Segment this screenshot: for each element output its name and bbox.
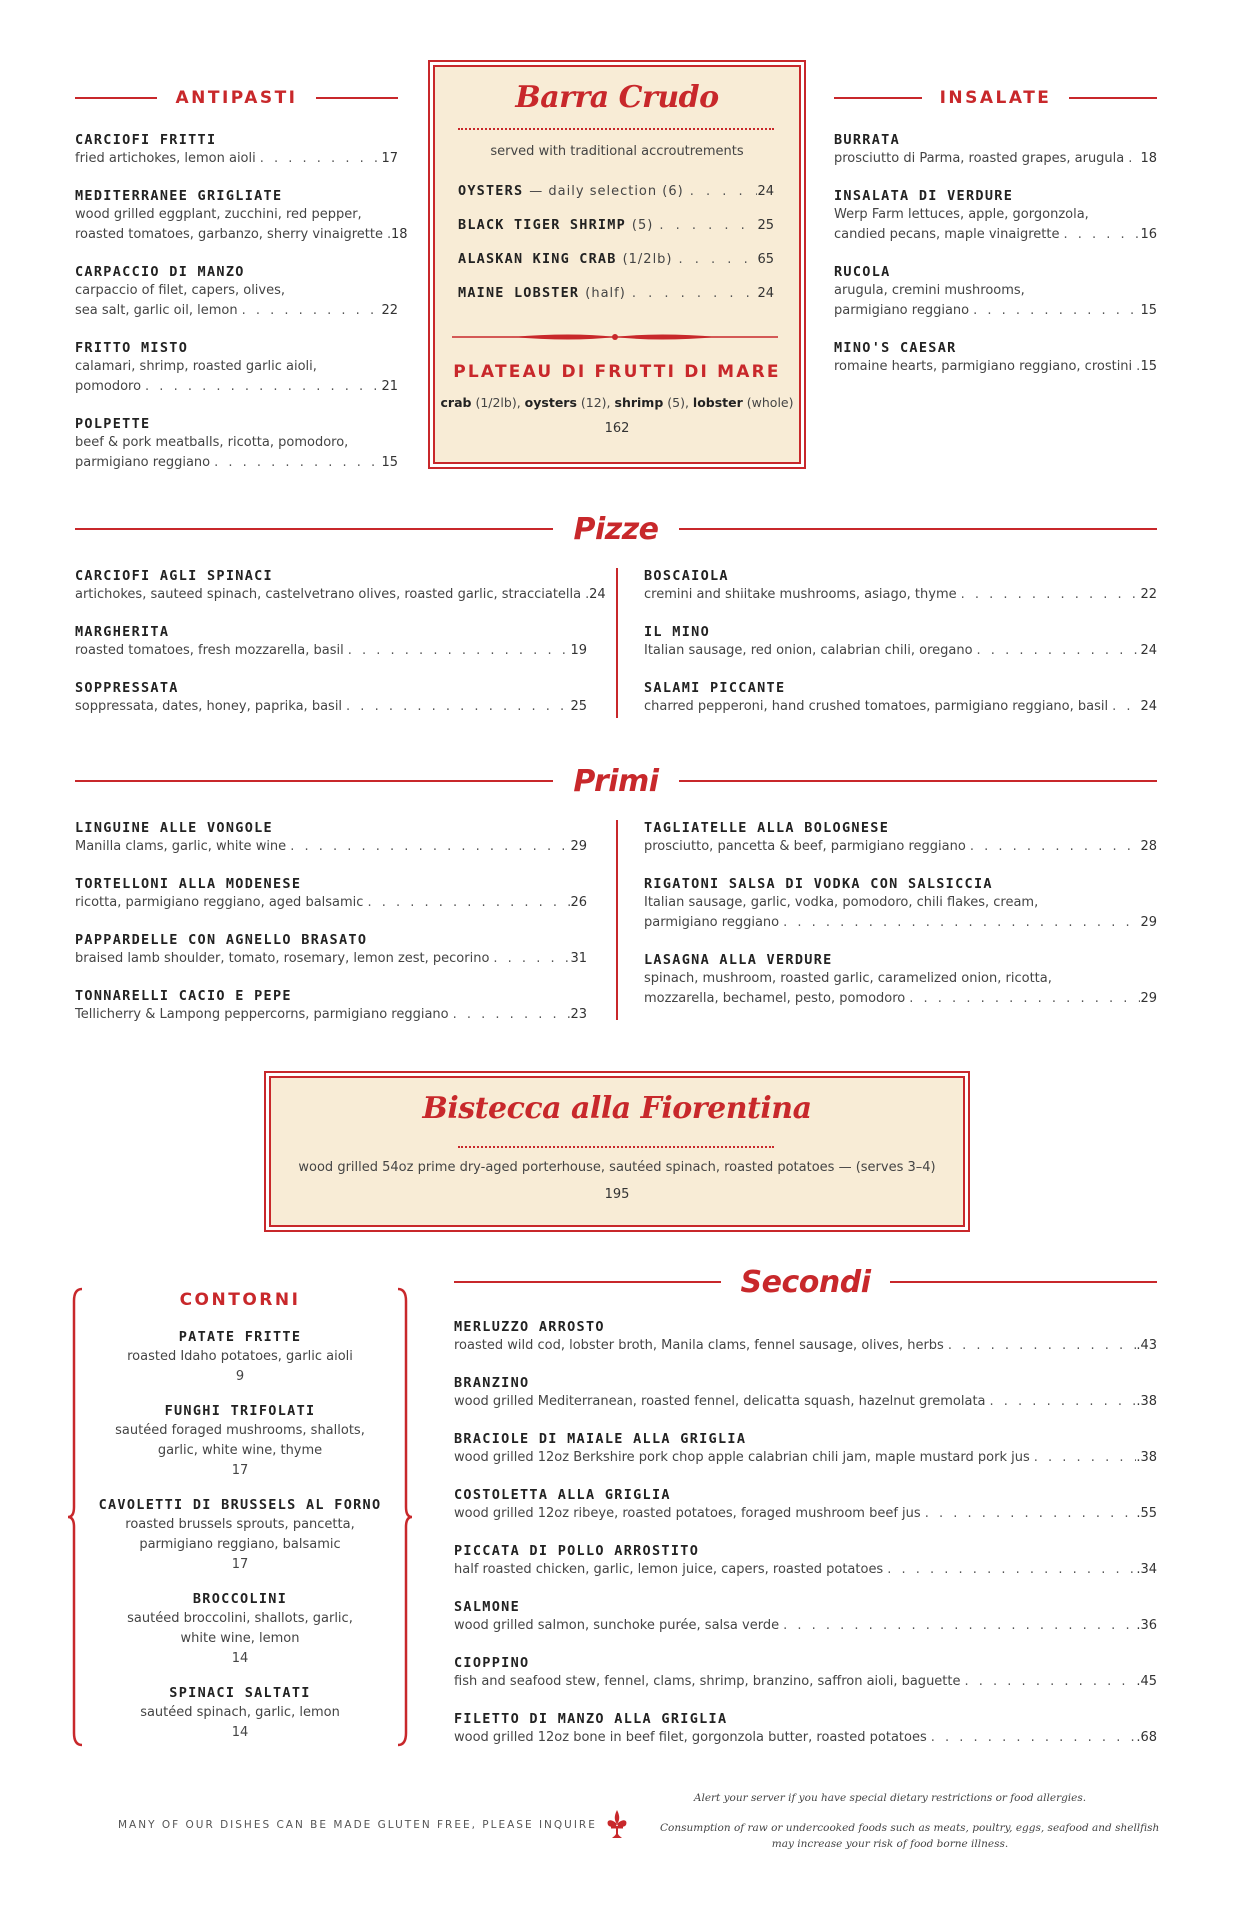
menu-item xyxy=(75,679,587,717)
item-price: 25 xyxy=(570,699,587,714)
item-description-line xyxy=(454,1616,1157,1636)
item-description: ricotta, parmigiano reggiano, aged balsamic xyxy=(75,895,364,910)
crudo-item xyxy=(458,285,774,301)
item-description: beef & pork meatballs, ricotta, pomodoro, xyxy=(75,435,349,450)
item-description: wood grilled 12oz bone in beef filet, gorgonzola butter, roasted potatoes xyxy=(454,1730,927,1745)
contorni-bracket-left xyxy=(68,1287,84,1747)
dot-leader xyxy=(1108,697,1140,717)
item-description: soppressata, dates, honey, paprika, basil xyxy=(75,699,343,714)
header-rule-right xyxy=(1069,97,1157,99)
item-description-line xyxy=(75,1005,587,1025)
item-description: Manilla clams, garlic, white wine xyxy=(75,839,287,854)
item-name: TAGLIATELLE ALLA BOLOGNESE xyxy=(644,820,890,836)
plateau-component-quantity: (5), xyxy=(663,395,693,410)
dot-leader xyxy=(363,893,570,913)
item-description: prosciutto, pancetta & beef, parmigiano reggiano xyxy=(644,839,966,854)
dot-leader xyxy=(779,1616,1136,1636)
item-name: MARGHERITA xyxy=(75,624,170,640)
crudo-item-price: 25 xyxy=(757,218,774,233)
item-description-line xyxy=(834,357,1157,377)
crudo-item-name: BLACK TIGER SHRIMP xyxy=(458,217,626,233)
item-name: CIOPPINO xyxy=(454,1655,530,1671)
insalate-header xyxy=(834,88,1157,108)
crudo-item-name: OYSTERS xyxy=(458,183,524,199)
dot-leader xyxy=(921,1504,1137,1524)
item-price: 28 xyxy=(1140,839,1157,854)
item-description-line xyxy=(644,837,1157,857)
item-name: PAPPARDELLE CON AGNELLO BRASATO xyxy=(75,932,368,948)
item-description-line xyxy=(75,453,398,473)
menu-item xyxy=(75,131,398,169)
item-description-line xyxy=(75,225,408,245)
contorni-item-name: CAVOLETTI DI BRUSSELS AL FORNO xyxy=(98,1497,382,1513)
item-description: Italian sausage, garlic, vodka, pomodoro, chili flakes, cream, xyxy=(644,895,1039,910)
contorni-item-name: FUNGHI TRIFOLATI xyxy=(164,1403,316,1419)
dot-leader xyxy=(966,837,1141,857)
menu-item xyxy=(454,1430,1157,1468)
crudo-title: Barra Crudo xyxy=(515,80,719,115)
item-description: wood grilled 12oz ribeye, roasted potatoes, foraged mushroom beef jus xyxy=(454,1506,921,1521)
item-description-line xyxy=(75,149,398,169)
item-price: 15 xyxy=(1140,359,1157,374)
plateau-component: lobster xyxy=(692,395,743,410)
dot-leader xyxy=(626,286,758,301)
menu-item xyxy=(75,875,587,913)
item-description-line xyxy=(454,1560,1157,1580)
menu-item xyxy=(75,263,398,321)
dot-leader xyxy=(905,989,1140,1009)
dot-leader xyxy=(684,184,758,199)
menu-item xyxy=(644,875,1157,933)
primi-title: Primi xyxy=(573,763,659,799)
dot-leader xyxy=(342,697,570,717)
item-description-end: parmigiano reggiano xyxy=(644,915,780,930)
gluten-free-note: MANY OF OUR DISHES CAN BE MADE GLUTEN FREE, PLEASE INQUIRE xyxy=(118,1819,597,1831)
contorni-item xyxy=(84,1401,396,1481)
item-description-end: parmigiano reggiano xyxy=(75,455,211,470)
item-price: 31 xyxy=(570,951,587,966)
item-name: MINO'S CAESAR xyxy=(834,340,957,356)
item-description-line xyxy=(75,893,587,913)
pizze-header xyxy=(75,512,1157,546)
item-description-line xyxy=(644,913,1157,933)
item-price: 18 xyxy=(1140,151,1157,166)
header-rule-left xyxy=(834,97,922,99)
item-description-line xyxy=(834,149,1157,169)
item-description-end: mozzarella, bechamel, pesto, pomodoro xyxy=(644,991,906,1006)
antipasti-title: ANTIPASTI xyxy=(175,88,298,108)
menu-item xyxy=(454,1486,1157,1524)
item-name: MERLUZZO ARROSTO xyxy=(454,1319,605,1335)
item-price: 15 xyxy=(1140,303,1157,318)
dot-leader xyxy=(344,641,571,661)
contorni-item xyxy=(84,1589,396,1669)
menu-item xyxy=(644,623,1157,661)
menu-item xyxy=(75,819,587,857)
item-price: 24 xyxy=(1140,643,1157,658)
item-description: wood grilled Mediterranean, roasted fennel, delicatta squash, hazelnut gremolata xyxy=(454,1394,986,1409)
contorni-item-price: 17 xyxy=(231,1463,249,1478)
item-name: COSTOLETTA ALLA GRIGLIA xyxy=(454,1487,671,1503)
contorni-item-price: 9 xyxy=(235,1369,245,1384)
item-description: wood grilled eggplant, zucchini, red pepper, xyxy=(75,207,362,222)
dot-leader xyxy=(489,949,570,969)
plateau-component: shrimp xyxy=(614,395,664,410)
item-description-line xyxy=(454,1504,1157,1524)
contorni-item-price: 14 xyxy=(231,1725,249,1740)
dot-leader xyxy=(141,377,381,397)
primi-header xyxy=(75,764,1157,798)
crudo-item-quantity: (1/2lb) xyxy=(622,252,673,267)
item-description: charred pepperoni, hand crushed tomatoes, parmigiano reggiano, basil xyxy=(644,699,1109,714)
item-description: spinach, mushroom, roasted garlic, caramelized onion, ricotta, xyxy=(644,971,1052,986)
dot-leader xyxy=(961,1672,1137,1692)
item-description-line xyxy=(75,697,587,717)
dot-leader xyxy=(1030,1448,1137,1468)
dot-leader xyxy=(1124,149,1140,169)
crudo-ornament xyxy=(452,328,778,340)
item-name: LASAGNA ALLA VERDURE xyxy=(644,952,833,968)
contorni-item-description: sautéed foraged mushrooms, shallots, xyxy=(115,1423,365,1438)
item-description-line xyxy=(644,697,1157,717)
crudo-item xyxy=(458,217,774,233)
secondi-title: Secondi xyxy=(740,1264,871,1300)
item-description-line xyxy=(75,301,398,321)
header-rule-right xyxy=(679,528,1157,530)
menu-item xyxy=(75,415,398,473)
item-price: 29 xyxy=(1140,991,1157,1006)
contorni-title: CONTORNI xyxy=(179,1290,301,1310)
item-description-end: roasted tomatoes, garbanzo, sherry vinaigrette xyxy=(75,227,383,242)
item-price: 26 xyxy=(570,895,587,910)
item-price: 23 xyxy=(570,1007,587,1022)
plateau-component: oysters xyxy=(524,395,577,410)
dot-leader xyxy=(449,1005,571,1025)
contorni-item-description: roasted Idaho potatoes, garlic aioli xyxy=(127,1349,353,1364)
item-name: BRACIOLE DI MAIALE ALLA GRIGLIA xyxy=(454,1431,747,1447)
contorni-item-description: roasted brussels sprouts, pancetta, xyxy=(125,1517,355,1532)
dot-leader xyxy=(286,837,570,857)
menu-item xyxy=(75,987,587,1025)
item-description-line xyxy=(644,989,1157,1009)
item-description: half roasted chicken, garlic, lemon juice, capers, roasted potatoes xyxy=(454,1562,884,1577)
item-price: 16 xyxy=(1140,227,1157,242)
menu-item xyxy=(454,1654,1157,1692)
pizze-title: Pizze xyxy=(573,511,659,547)
contorni-item-name: SPINACI SALTATI xyxy=(169,1685,311,1701)
item-name: BRANZINO xyxy=(454,1375,530,1391)
item-price: 21 xyxy=(381,379,398,394)
item-price: .38 xyxy=(1136,1450,1157,1465)
item-price: 15 xyxy=(381,455,398,470)
item-description: prosciutto di Parma, roasted grapes, arugula xyxy=(834,151,1125,166)
contorni-bracket-right xyxy=(396,1287,412,1747)
item-description: wood grilled salmon, sunchoke purée, salsa verde xyxy=(454,1618,780,1633)
item-name: CARCIOFI AGLI SPINACI xyxy=(75,568,273,584)
primi-divider xyxy=(616,820,618,1020)
dot-leader xyxy=(883,1560,1136,1580)
fleur-de-lis-icon xyxy=(605,1808,629,1840)
item-price: 24 xyxy=(589,587,606,602)
item-name: FRITTO MISTO xyxy=(75,340,189,356)
item-name: LINGUINE ALLE VONGOLE xyxy=(75,820,273,836)
contorni-item-price: 17 xyxy=(231,1557,249,1572)
item-description: roasted wild cod, lobster broth, Manila clams, fennel sausage, olives, herbs xyxy=(454,1338,944,1353)
plateau-description xyxy=(433,395,801,410)
item-price: 19 xyxy=(570,643,587,658)
contorni-list xyxy=(84,1327,396,1747)
crudo-list xyxy=(458,183,774,303)
item-name: CARCIOFI FRITTI xyxy=(75,132,217,148)
item-description-line xyxy=(834,301,1157,321)
item-name: RUCOLA xyxy=(834,264,891,280)
menu-item xyxy=(454,1598,1157,1636)
menu-item xyxy=(834,339,1157,377)
menu-item xyxy=(644,567,1157,605)
item-price: 22 xyxy=(1140,587,1157,602)
item-name: SOPPRESSATA xyxy=(75,680,179,696)
dot-leader xyxy=(210,453,381,473)
item-description-line xyxy=(454,1392,1157,1412)
item-name: TORTELLONI ALLA MODENESE xyxy=(75,876,302,892)
item-description-end: sea salt, garlic oil, lemon xyxy=(75,303,238,318)
dot-leader xyxy=(653,218,757,233)
item-name: PICCATA DI POLLO ARROSTITO xyxy=(454,1543,700,1559)
contorni-item xyxy=(84,1683,396,1743)
item-name: CARPACCIO DI MANZO xyxy=(75,264,245,280)
item-description-line xyxy=(75,377,398,397)
item-name: BURRATA xyxy=(834,132,900,148)
item-price: 22 xyxy=(381,303,398,318)
item-name: BOSCAIOLA xyxy=(644,568,729,584)
item-name: MEDITERRANEE GRIGLIATE xyxy=(75,188,283,204)
contorni-item-price: 14 xyxy=(231,1651,249,1666)
menu-item xyxy=(454,1374,1157,1412)
dot-leader xyxy=(927,1728,1137,1748)
crudo-item-quantity: — daily selection (6) xyxy=(529,184,684,199)
item-description: Tellicherry & Lampong peppercorns, parmigiano reggiano xyxy=(75,1007,449,1022)
item-name: FILETTO DI MANZO ALLA GRIGLIA xyxy=(454,1711,728,1727)
plateau-price: 162 xyxy=(604,421,630,436)
contorni-item xyxy=(84,1495,396,1575)
item-description: wood grilled 12oz Berkshire pork chop apple calabrian chili jam, maple mustard pork jus xyxy=(454,1450,1030,1465)
contorni-item-description: sautéed broccolini, shallots, garlic, xyxy=(127,1611,353,1626)
item-description-line xyxy=(644,585,1157,605)
header-rule-right xyxy=(890,1281,1157,1283)
item-description: arugula, cremini mushrooms, xyxy=(834,283,1025,298)
item-description-line xyxy=(644,641,1157,661)
item-price: 29 xyxy=(570,839,587,854)
item-description: cremini and shiitake mushrooms, asiago, thyme xyxy=(644,587,957,602)
menu-item xyxy=(834,131,1157,169)
item-description: fried artichokes, lemon aioli xyxy=(75,151,256,166)
item-description: fish and seafood stew, fennel, clams, shrimp, branzino, saffron aioli, baguette xyxy=(454,1674,961,1689)
antipasti-header xyxy=(75,88,398,108)
crudo-item xyxy=(458,251,774,267)
raw-food-warning-line2: may increase your risk of food borne illness. xyxy=(771,1838,1009,1850)
item-price: .36 xyxy=(1136,1618,1157,1633)
contorni-item-description: white wine, lemon xyxy=(180,1631,300,1646)
item-description-line xyxy=(75,837,587,857)
item-name: SALAMI PICCANTE xyxy=(644,680,786,696)
dot-leader xyxy=(256,149,382,169)
header-rule-left xyxy=(75,780,553,782)
dot-leader xyxy=(779,913,1140,933)
menu-item xyxy=(75,339,398,397)
menu-item xyxy=(75,623,587,661)
item-description-end: pomodoro xyxy=(75,379,142,394)
insalate-title: INSALATE xyxy=(939,88,1052,108)
item-name: TONNARELLI CACIO E PEPE xyxy=(75,988,292,1004)
dot-leader xyxy=(969,301,1140,321)
plateau-component-quantity: (12), xyxy=(576,395,615,410)
item-name: INSALATA DI VERDURE xyxy=(834,188,1014,204)
plateau-title: PLATEAU DI FRUTTI DI MARE xyxy=(453,362,781,382)
item-description: carpaccio of filet, capers, olives, xyxy=(75,283,286,298)
bistecca-dotted-rule xyxy=(458,1146,774,1148)
menu-item xyxy=(454,1318,1157,1356)
menu-item xyxy=(644,679,1157,717)
item-price: .34 xyxy=(1136,1562,1157,1577)
crudo-item-price: 24 xyxy=(757,286,774,301)
item-description: artichokes, sauteed spinach, castelvetrano olives, roasted garlic, stracciatella xyxy=(75,587,582,602)
item-price: 17 xyxy=(381,151,398,166)
dot-leader xyxy=(238,301,382,321)
header-rule-right xyxy=(679,780,1157,782)
dot-leader xyxy=(581,585,589,605)
item-description-line xyxy=(75,949,587,969)
header-rule-left xyxy=(75,97,157,99)
item-price: .68 xyxy=(1136,1730,1157,1745)
item-name: SALMONE xyxy=(454,1599,520,1615)
item-name: POLPETTE xyxy=(75,416,151,432)
item-description: calamari, shrimp, roasted garlic aioli, xyxy=(75,359,317,374)
contorni-item-description: parmigiano reggiano, balsamic xyxy=(139,1537,341,1552)
item-name: RIGATONI SALSA DI VODKA CON SALSICCIA xyxy=(644,876,993,892)
dot-leader xyxy=(986,1392,1137,1412)
item-description-line xyxy=(75,585,606,605)
item-description: braised lamb shoulder, tomato, rosemary, lemon zest, pecorino xyxy=(75,951,490,966)
item-description: roasted tomatoes, fresh mozzarella, basil xyxy=(75,643,344,658)
pizze-divider xyxy=(616,568,618,718)
menu-item xyxy=(454,1542,1157,1580)
item-price: .45 xyxy=(1136,1674,1157,1689)
dot-leader xyxy=(1132,357,1140,377)
crudo-item-price: 24 xyxy=(757,184,774,199)
dot-leader xyxy=(957,585,1141,605)
crudo-item-quantity: (half) xyxy=(585,286,626,301)
raw-food-warning-line1: Consumption of raw or undercooked foods such as meats, poultry, eggs, seafood and shellfish xyxy=(660,1822,1160,1834)
contorni-item-name: BROCCOLINI xyxy=(192,1591,288,1607)
crudo-subtitle: served with traditional accroutrements xyxy=(490,144,744,159)
menu-item xyxy=(834,187,1157,245)
item-description-line xyxy=(454,1448,1157,1468)
header-rule-left xyxy=(454,1281,721,1283)
bistecca-price: 195 xyxy=(604,1187,630,1202)
plateau-component: crab xyxy=(440,395,472,410)
item-price: .38 xyxy=(1136,1394,1157,1409)
contorni-item-description: garlic, white wine, thyme xyxy=(157,1443,323,1458)
crudo-item-name: MAINE LOBSTER xyxy=(458,285,580,301)
plateau-component-quantity: (whole) xyxy=(742,395,794,410)
menu-item xyxy=(75,187,408,245)
dot-leader xyxy=(1060,225,1141,245)
dot-leader xyxy=(944,1336,1136,1356)
header-rule-right xyxy=(316,97,398,99)
dot-leader xyxy=(973,641,1141,661)
item-description-line xyxy=(454,1672,1157,1692)
menu-item xyxy=(834,263,1157,321)
item-price: 29 xyxy=(1140,915,1157,930)
item-description: Italian sausage, red onion, calabrian chili, oregano xyxy=(644,643,973,658)
menu-item xyxy=(454,1710,1157,1748)
item-price: 24 xyxy=(1140,699,1157,714)
item-description-line xyxy=(454,1728,1157,1748)
crudo-item xyxy=(458,183,774,199)
item-description: Werp Farm lettuces, apple, gorgonzola, xyxy=(834,207,1089,222)
item-price: .43 xyxy=(1136,1338,1157,1353)
bistecca-description: wood grilled 54oz prime dry-aged porterhouse, sautéed spinach, roasted potatoes — (serves 3–4) xyxy=(298,1160,936,1175)
item-price: 18 xyxy=(390,227,408,242)
contorni-item-description: sautéed spinach, garlic, lemon xyxy=(140,1705,340,1720)
dot-leader xyxy=(383,225,391,245)
item-description-line xyxy=(75,641,587,661)
item-description-line xyxy=(834,225,1157,245)
item-name: IL MINO xyxy=(644,624,710,640)
menu-item xyxy=(75,567,606,605)
menu-item xyxy=(644,951,1157,1009)
dot-leader xyxy=(673,252,758,267)
contorni-item xyxy=(84,1327,396,1387)
contorni-item-name: PATATE FRITTE xyxy=(178,1329,302,1345)
bistecca-title: Bistecca alla Fiorentina xyxy=(422,1091,812,1126)
menu-item xyxy=(75,931,587,969)
crudo-item-price: 65 xyxy=(757,252,774,267)
crudo-dotted-rule xyxy=(458,128,774,130)
item-description: romaine hearts, parmigiano reggiano, crostini xyxy=(834,359,1133,374)
header-rule-left xyxy=(75,528,553,530)
allergy-note: Alert your server if you have special dietary restrictions or food allergies. xyxy=(693,1792,1087,1804)
crudo-item-name: ALASKAN KING CRAB xyxy=(458,251,617,267)
crudo-item-quantity: (5) xyxy=(631,218,654,233)
menu-item xyxy=(644,819,1157,857)
item-description-end: candied pecans, maple vinaigrette xyxy=(834,227,1060,242)
secondi-header xyxy=(454,1265,1157,1299)
plateau-component-quantity: (1/2lb), xyxy=(471,395,525,410)
item-price: .55 xyxy=(1136,1506,1157,1521)
item-description-line xyxy=(454,1336,1157,1356)
item-description-end: parmigiano reggiano xyxy=(834,303,970,318)
